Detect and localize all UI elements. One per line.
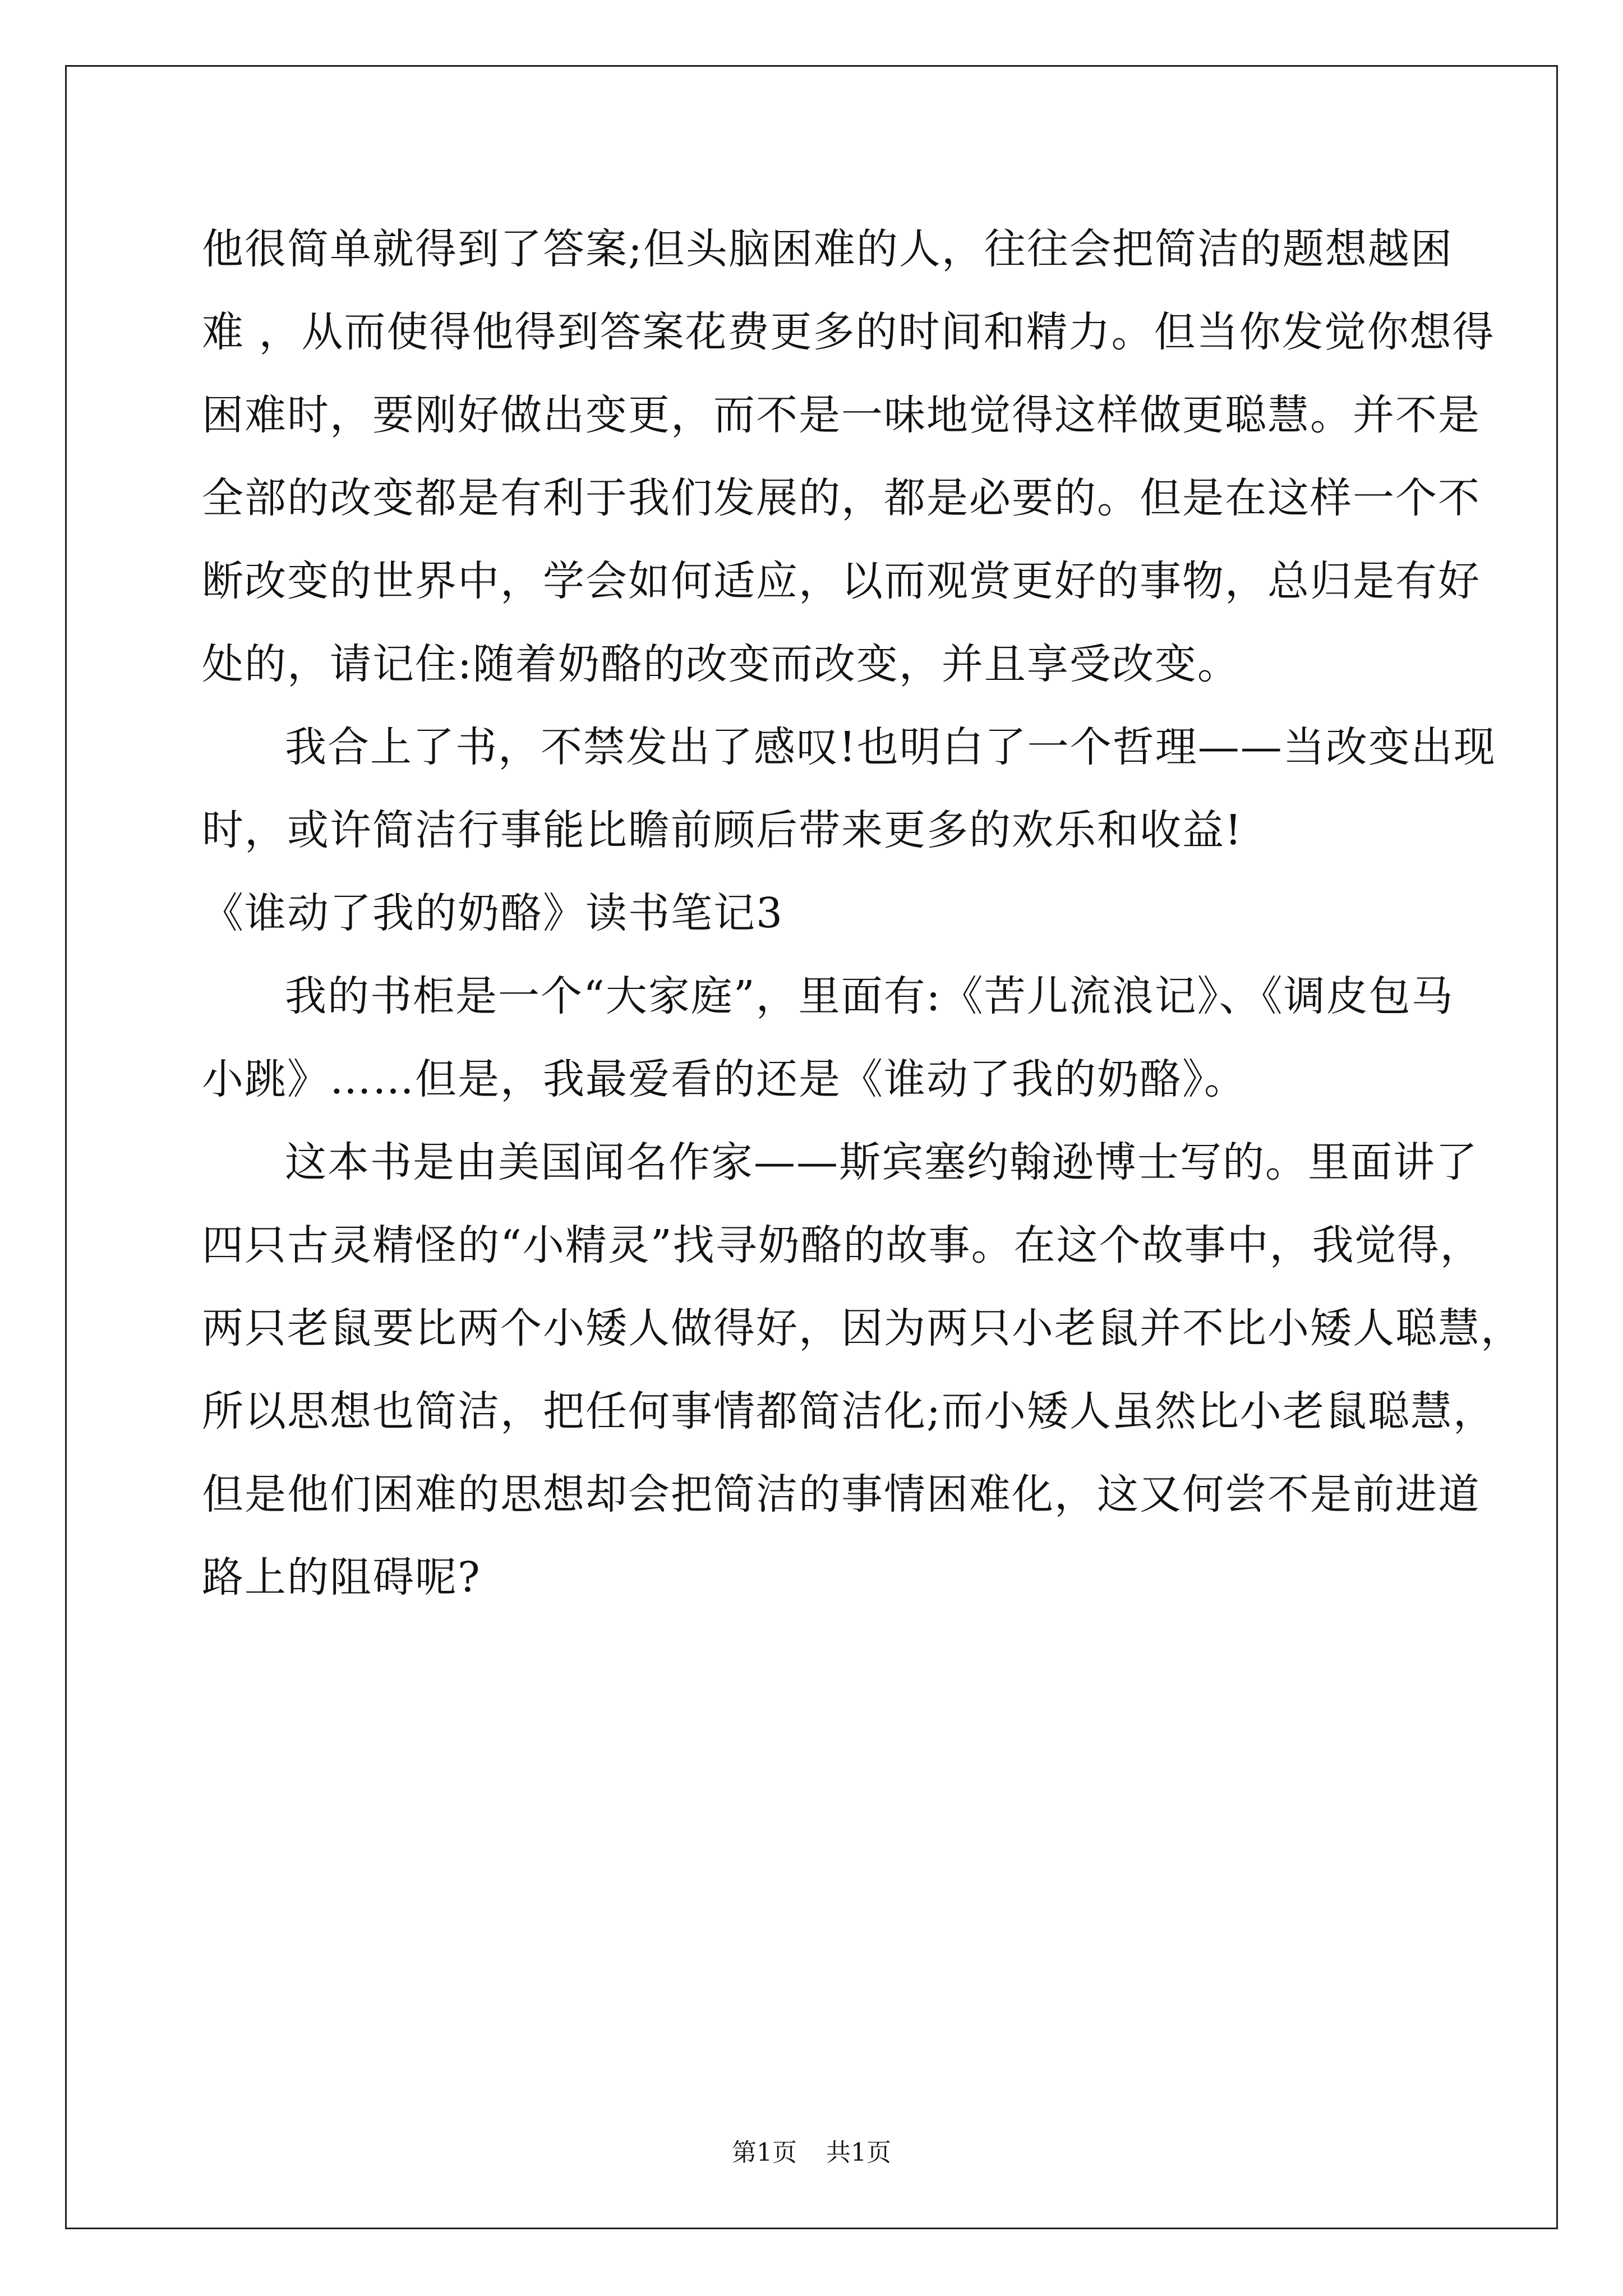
document-body [202,208,1523,1619]
page-number: 第1页 [732,2138,797,2167]
section-heading: 《谁动了我的奶酪》读书笔记3 [202,889,784,937]
text-line: 四只古灵精怪的“小精灵”找寻奶酪的故事。在这个故事中，我觉得， [202,1221,1483,1269]
text-line: 两只老鼠要比两个小矮人做得好，因为两只小老鼠并不比小矮人聪慧， [202,1304,1523,1352]
text-line: 全部的改变都是有利于我们发展的，都是必要的。但是在这样一个不 [202,474,1481,522]
paragraph-first-line: 这本书是由美国闻名作家——斯宾塞约翰逊博士写的。里面讲了 [285,1138,1478,1186]
paragraph-first-line: 我合上了书，不禁发出了感叹!也明白了一个哲理——当改变出现 [285,723,1496,771]
text-line: 但是他们困难的思想却会把简洁的事情困难化，这又何尝不是前进道 [202,1470,1481,1519]
text-line: 小跳》……但是，我最爱看的还是《谁动了我的奶酪》。 [202,1055,1247,1103]
text-line: 所以思想也简洁，把任何事情都简洁化;而小矮人虽然比小老鼠聪慧， [202,1387,1496,1435]
text-line: 时，或许简洁行事能比瞻前顾后带来更多的欢乐和收益! [202,806,1243,854]
text-line: 他很简单就得到了答案;但头脑困难的人，往往会把简洁的题想越困 [202,225,1453,273]
text-line: 难 ，从而使得他得到答案花费更多的时间和精力。但当你发觉你想得 [202,308,1495,356]
page-footer [0,2136,1623,2170]
text-line: 路上的阻碍呢? [202,1553,481,1602]
text-line: 处的，请记住:随着奶酪的改变而改变，并且享受改变。 [202,640,1240,688]
text-line: 困难时，要刚好做出变更，而不是一味地觉得这样做更聪慧。并不是 [202,391,1481,439]
text-line: 断改变的世界中，学会如何适应，以而观赏更好的事物，总归是有好 [202,557,1481,605]
page-total: 共1页 [826,2138,891,2167]
paragraph-first-line: 我的书柜是一个“大家庭”，里面有:《苦儿流浪记》、《调皮包马 [285,972,1454,1020]
